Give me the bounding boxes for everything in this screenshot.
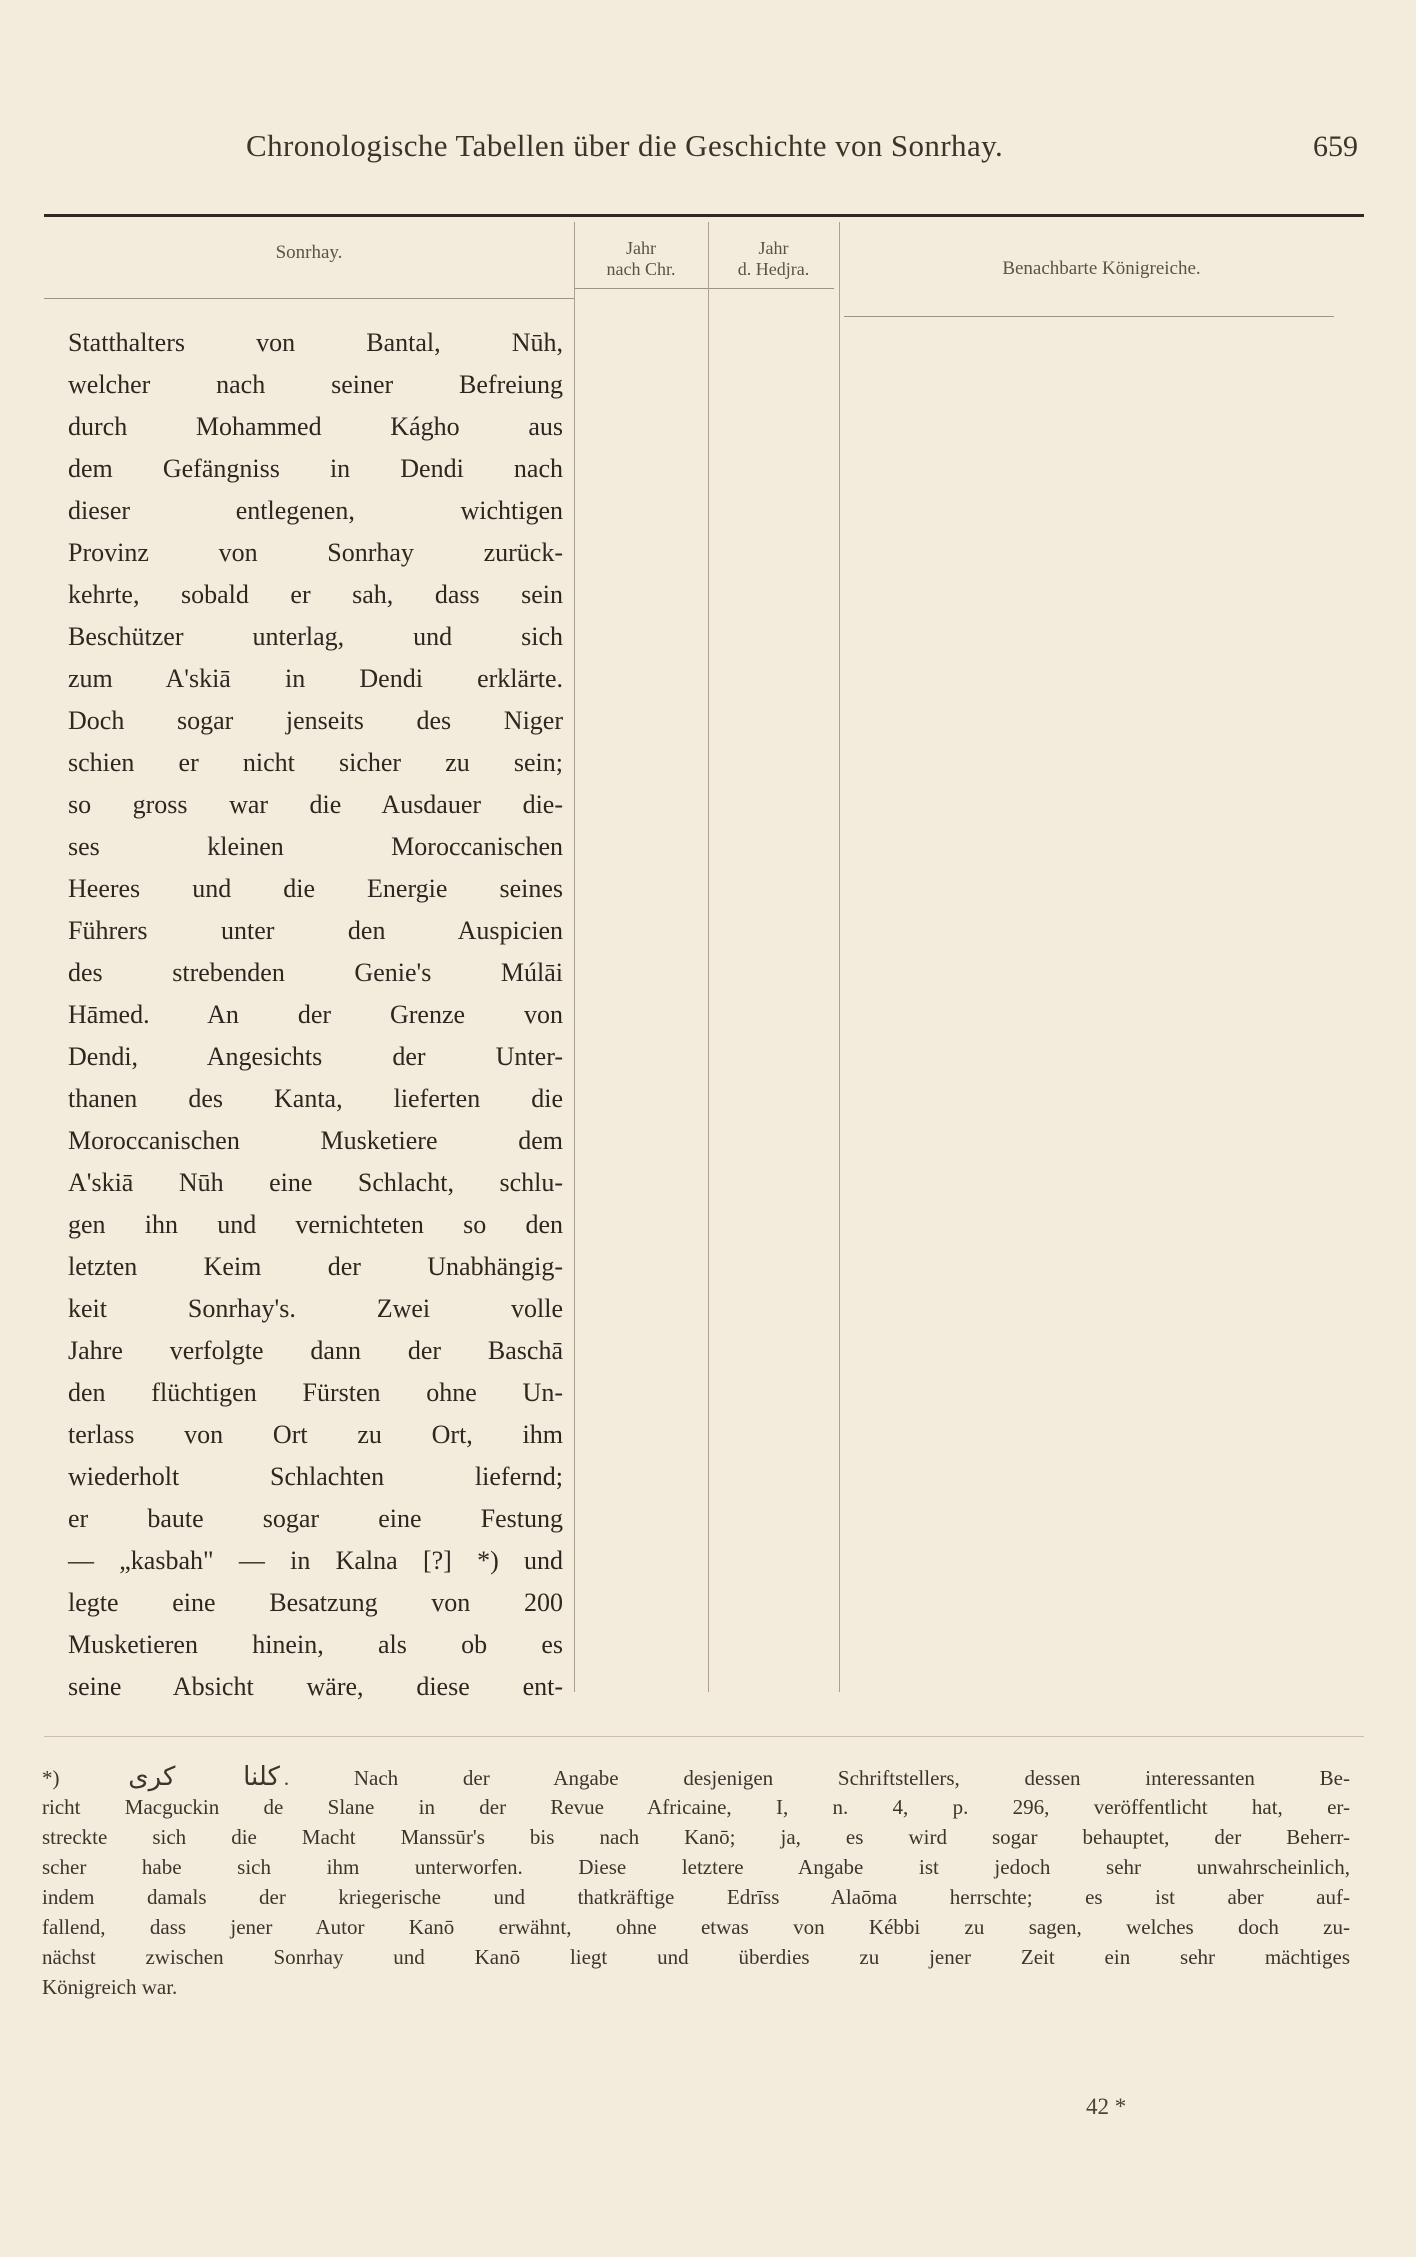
text-line: des strebenden Genie's Múlāi <box>68 958 563 987</box>
arabic-place-name: كلنا كرى <box>128 1762 280 1792</box>
page-number: 659 <box>1313 130 1358 163</box>
text-line: keit Sonrhay's. Zwei volle <box>68 1294 563 1323</box>
column-header-year-hedjra <box>708 238 839 279</box>
footnote-line: Königreich war. <box>42 1975 178 1999</box>
table-top-rule <box>44 214 1364 217</box>
footnote-line: richt Macguckin de Slane in der Revue Africaine, I, n. 4, p. 296, veröffentlicht hat, er- <box>42 1795 1350 1819</box>
footnote <box>42 1762 1350 2002</box>
column-divider <box>839 222 840 1692</box>
footnote-divider <box>44 1736 1364 1737</box>
text-line: Führers unter den Auspicien <box>68 916 563 945</box>
column-header-sonrhay <box>44 242 574 264</box>
text-line: Musketieren hinein, als ob es <box>68 1630 563 1659</box>
text-line: Jahre verfolgte dann der Baschā <box>68 1336 563 1365</box>
text-line: gen ihn und vernichteten so den <box>68 1210 563 1239</box>
footnote-text: Nach der Angabe desjenigen Schriftstellers, dessen interessanten Be- <box>353 1766 1350 1790</box>
text-line: legte eine Besatzung von 200 <box>68 1588 563 1617</box>
footnote-line: indem damals der kriegerische und thatkräftige Edrīss Alaōma herrschte; es ist aber auf- <box>42 1885 1350 1909</box>
running-title: Chronologische Tabellen über die Geschichte von Sonrhay. <box>246 128 1004 163</box>
text-line: so gross war die Ausdauer die- <box>68 790 563 819</box>
column-header-line: d. Hedjra. <box>737 258 810 279</box>
text-line: Dendi, Angesichts der Unter- <box>68 1042 563 1071</box>
text-line: Beschützer unterlag, und sich <box>68 622 563 651</box>
running-head <box>246 128 1358 172</box>
text-line: dem Gefängniss in Dendi nach <box>68 454 563 483</box>
footnote-line: scher habe sich ihm unterworfen. Diese letztere Angabe ist jedoch sehr unwahrscheinlich, <box>42 1855 1350 1879</box>
text-line: Provinz von Sonrhay zurück- <box>68 538 563 567</box>
footnote-line: streckte sich die Macht Manssūr's bis nach Kanō; ja, es wird sogar behauptet, der Beherr- <box>42 1825 1350 1849</box>
text-line: terlass von Ort zu Ort, ihm <box>68 1420 563 1449</box>
text-line: schien er nicht sicher zu sein; <box>68 748 563 777</box>
text-line: Statthalters von Bantal, Nūh, <box>68 328 563 357</box>
text-line: zum A'skiā in Dendi erklärte. <box>68 664 563 693</box>
text-line: wiederholt Schlachten liefernd; <box>68 1462 563 1491</box>
column-divider <box>574 222 575 1692</box>
column-header-line: Jahr <box>626 238 656 258</box>
text-line: er baute sogar eine Festung <box>68 1504 563 1533</box>
header-rule-sonrhay <box>44 298 574 299</box>
column-header-line: Sonrhay. <box>275 242 343 263</box>
column-header-line: nach Chr. <box>606 258 676 279</box>
header-rule-years <box>574 288 834 289</box>
text-line: welcher nach seiner Befreiung <box>68 370 563 399</box>
text-line: dieser entlegenen, wichtigen <box>68 496 563 525</box>
column-header-line: Benachbarte Königreiche. <box>1002 258 1201 279</box>
column-header-year-christian <box>574 238 708 279</box>
chronological-table <box>44 214 1364 1700</box>
text-line: kehrte, sobald er sah, dass sein <box>68 580 563 609</box>
text-line: — „kasbah" — in Kalna [?] *) und <box>68 1546 563 1575</box>
text-line: Doch sogar jenseits des Niger <box>68 706 563 735</box>
footnote-line: nächst zwischen Sonrhay und Kanō liegt und überdies zu jener Zeit ein sehr mächtiges <box>42 1945 1350 1969</box>
text-line: ses kleinen Moroccanischen <box>68 832 563 861</box>
signature-mark: 42 * <box>1086 2094 1127 2119</box>
footnote-marker: *) <box>42 1766 60 1790</box>
text-line: thanen des Kanta, lieferten die <box>68 1084 563 1113</box>
column-divider <box>708 222 709 1692</box>
text-line: durch Mohammed Kágho aus <box>68 412 563 441</box>
text-line: Moroccanischen Musketiere dem <box>68 1126 563 1155</box>
text-line: Hāmed. An der Grenze von <box>68 1000 563 1029</box>
text-line: Heeres und die Energie seines <box>68 874 563 903</box>
text-line: A'skiā Nūh eine Schlacht, schlu- <box>68 1168 563 1197</box>
sonrhay-column-text <box>68 322 563 1708</box>
text-line: seine Absicht wäre, diese ent- <box>68 1672 563 1701</box>
header-rule-neighbours <box>844 316 1334 317</box>
footnote-line: fallend, dass jener Autor Kanō erwähnt, ohne etwas von Kébbi zu sagen, welches doch zu- <box>42 1915 1350 1939</box>
text-line: letzten Keim der Unabhängig- <box>68 1252 563 1281</box>
column-header-neighbouring-kingdoms <box>839 258 1364 280</box>
column-header-line: Jahr <box>758 238 789 258</box>
footnote-line: *) كلنا كرى . Nach der Angabe desjenigen Schriftstellers, dessen interessanten Be- <box>42 1762 1350 1792</box>
text-line: den flüchtigen Fürsten ohne Un- <box>68 1378 563 1407</box>
